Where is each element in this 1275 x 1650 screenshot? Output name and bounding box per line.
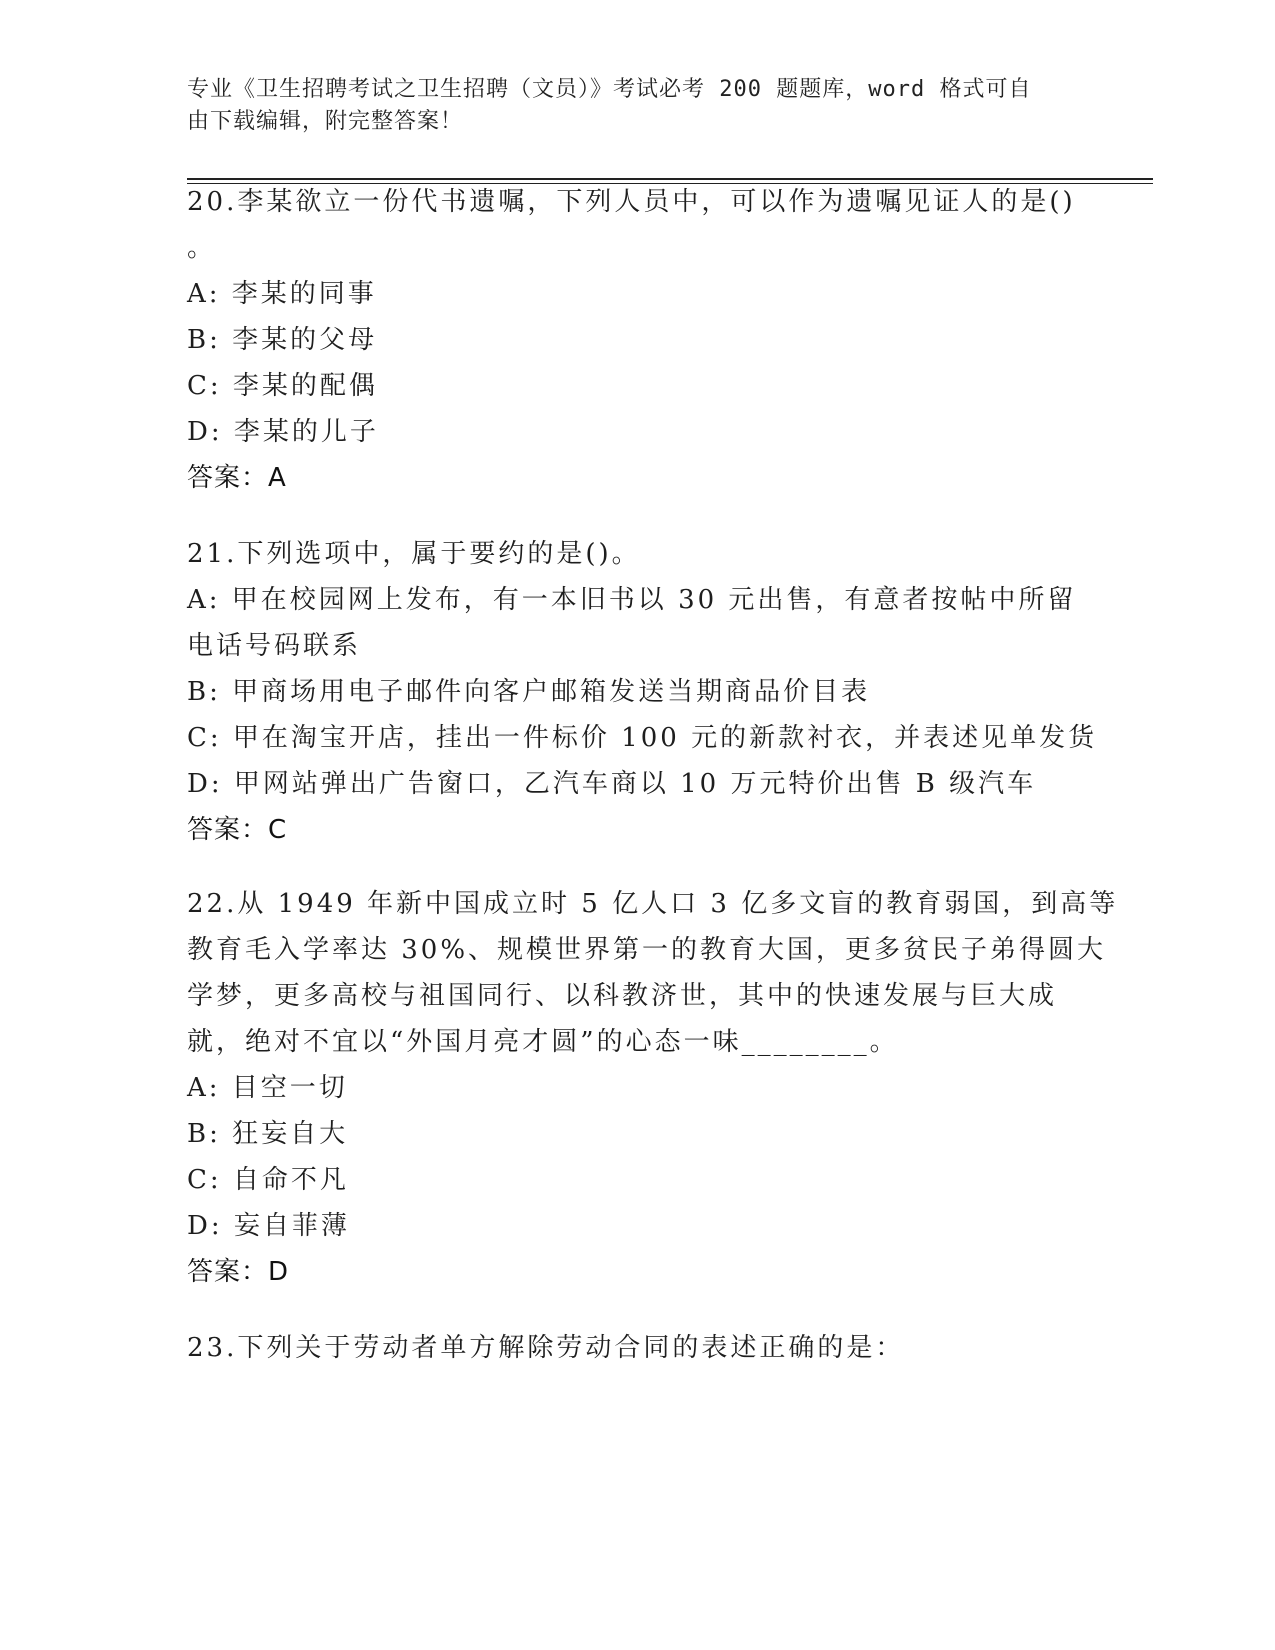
question-20	[187, 179, 1087, 501]
answer-label: 答案：C	[187, 815, 288, 845]
question-22	[187, 881, 1119, 1295]
question-23	[187, 1325, 1087, 1371]
option-a-continued: 电话号码联系	[187, 631, 362, 661]
question-21	[187, 531, 1098, 853]
answer-label: 答案：D	[187, 1257, 290, 1287]
question-stem-line: 。	[187, 233, 217, 263]
option-d: D: 妄自菲薄	[187, 1211, 350, 1241]
option-a: A: 目空一切	[187, 1073, 348, 1103]
option-b: B: 李某的父母	[187, 325, 378, 355]
option-d: D: 李某的儿子	[187, 417, 379, 447]
option-c: C: 甲在淘宝开店，挂出一件标价 100 元的新款衬衣，并表述见单发货	[187, 723, 1098, 753]
document-header	[187, 74, 1067, 138]
question-stem-line: 23.下列关于劳动者单方解除劳动合同的表述正确的是：	[187, 1333, 905, 1363]
option-a: A: 李某的同事	[187, 279, 377, 309]
option-b: B: 狂妄自大	[187, 1119, 349, 1149]
header-line-2: 由下载编辑，附完整答案！	[187, 109, 464, 134]
option-b: B: 甲商场用电子邮件向客户邮箱发送当期商品价目表	[187, 677, 871, 707]
question-stem-line: 教育毛入学率达 30%、规模世界第一的教育大国，更多贫民子弟得圆大	[187, 935, 1107, 965]
question-stem-line: 学梦，更多高校与祖国同行、以科教济世，其中的快速发展与巨大成	[187, 981, 1058, 1011]
option-a: A: 甲在校园网上发布，有一本旧书以 30 元出售，有意者按帖中所留	[187, 585, 1077, 615]
question-stem-line: 22.从 1949 年新中国成立时 5 亿人口 3 亿多文盲的教育弱国，到高等	[187, 889, 1119, 919]
option-d: D: 甲网站弹出广告窗口，乙汽车商以 10 万元特价出售 B 级汽车	[187, 769, 1037, 799]
header-line-1: 专业《卫生招聘考试之卫生招聘（文员）》考试必考 200 题题库，word 格式可自	[187, 77, 1032, 102]
question-stem-line: 20.李某欲立一份代书遗嘱，下列人员中，可以作为遗嘱见证人的是()	[187, 187, 1076, 217]
option-c: C: 李某的配偶	[187, 371, 378, 401]
answer-label: 答案：A	[187, 463, 287, 493]
option-c: C: 自命不凡	[187, 1165, 349, 1195]
question-stem-line: 就，绝对不宜以“外国月亮才圆”的心态一味________。	[187, 1027, 899, 1057]
question-stem-line: 21.下列选项中，属于要约的是()。	[187, 539, 641, 569]
